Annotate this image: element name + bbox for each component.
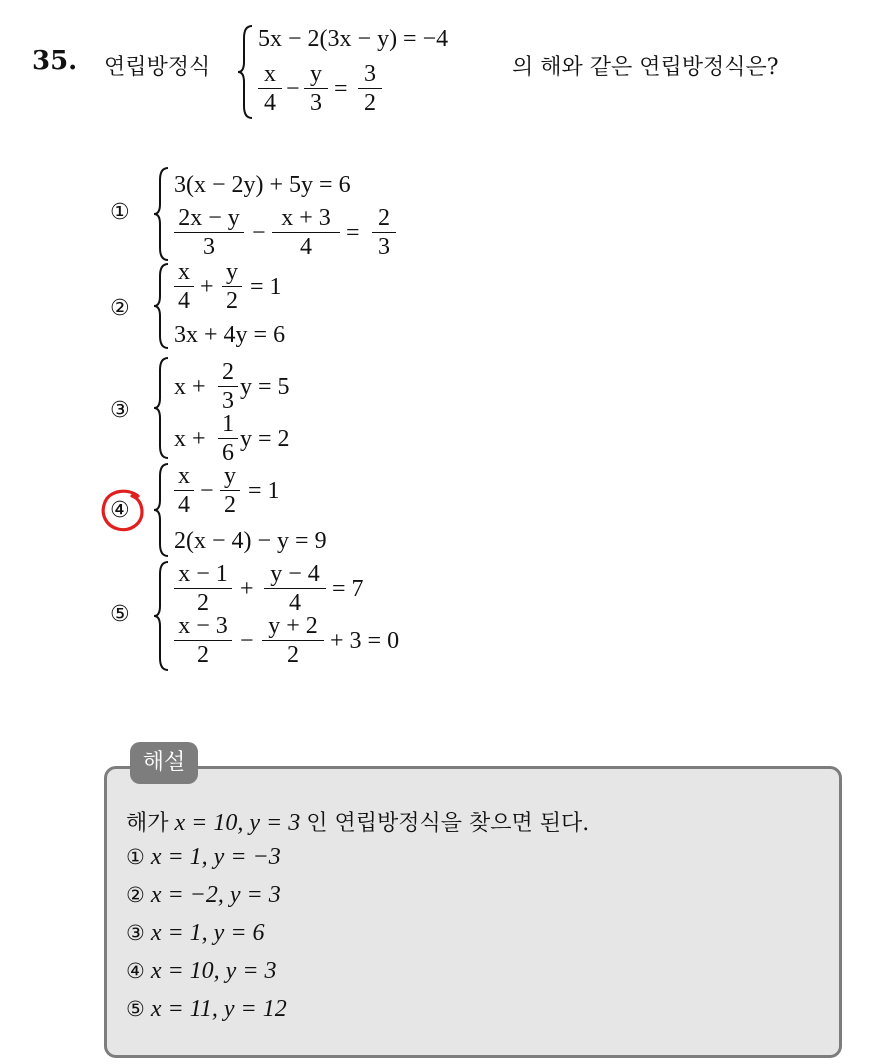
choice-1-brace (152, 166, 172, 262)
choice-2-op: + (200, 274, 214, 300)
choice-3-line-2-rest: y = 2 (240, 426, 290, 452)
solution-line-3-text: x = 1, y = 6 (150, 920, 265, 946)
choice-3-fraction-2: 1 6 (218, 412, 238, 465)
question-eq2-fraction-1: x 4 (258, 62, 282, 115)
solution-line-2-text: x = −2, y = 3 (150, 882, 281, 908)
solution-tag: 해설 (130, 742, 198, 784)
choice-1-fraction-3: 2 3 (372, 206, 396, 259)
choice-5-rest-2: + 3 = 0 (330, 628, 400, 654)
choice-2-line-2: 3x + 4y = 6 (174, 322, 286, 348)
choice-2-rest: = 1 (250, 274, 282, 300)
question-equation-1: 5x − 2(3x − y) = −4 (258, 26, 449, 52)
solution-intro (126, 806, 589, 837)
choice-3-line-1-rest: y = 5 (240, 374, 290, 400)
choice-1-line-1: 3(x − 2y) + 5y = 6 (174, 172, 351, 198)
choice-1-fraction-2: x + 3 4 (272, 206, 340, 259)
question-prefix: 연립방정식 (104, 55, 211, 80)
solution-intro-b: 인 연립방정식을 찾으면 된다. (306, 811, 590, 836)
choice-2-label[interactable]: ② (110, 296, 130, 321)
solution-intro-math: x = 10, y = 3 (174, 810, 301, 836)
system-brace (236, 24, 256, 120)
choice-5-fraction-1: x − 1 2 (174, 562, 232, 615)
choice-4-line-2: 2(x − 4) − y = 9 (174, 528, 327, 554)
solution-line-4-text: x = 10, y = 3 (150, 958, 277, 984)
question-eq2-fraction-3: 3 2 (358, 62, 382, 115)
choice-1-op: − (252, 220, 266, 246)
choice-5-op-1: + (240, 576, 254, 602)
question-eq2-op-1: − (286, 76, 300, 102)
answer-mark-circle (98, 486, 150, 534)
choice-4-rest: = 1 (248, 478, 280, 504)
solution-line-4 (126, 958, 277, 985)
choice-4-op: − (200, 478, 214, 504)
question-eq2-fraction-2: y 3 (304, 62, 328, 115)
choice-3-brace (152, 356, 172, 460)
solution-line-1 (126, 844, 281, 871)
choice-5-fraction-3: x − 3 2 (174, 614, 232, 667)
solution-intro-a: 해가 (126, 811, 169, 836)
solution-line-1-label: ① (126, 845, 145, 869)
choice-1-label[interactable]: ① (110, 200, 130, 225)
choice-3-line-1-pre: x + (174, 374, 206, 400)
choice-4-brace (152, 462, 172, 558)
choice-5-label[interactable]: ⑤ (110, 602, 130, 627)
solution-line-2 (126, 882, 281, 909)
choice-4-label[interactable]: ④ (110, 498, 130, 523)
choice-5-fraction-4: y + 2 2 (262, 614, 324, 667)
solution-line-5-label: ⑤ (126, 997, 145, 1021)
choice-5-rest-1: = 7 (332, 576, 364, 602)
choice-4-fraction-2: y 2 (220, 464, 240, 517)
choice-5-fraction-2: y − 4 4 (264, 562, 326, 615)
choice-1-equals: = (346, 220, 360, 246)
solution-line-3-label: ③ (126, 921, 145, 945)
solution-line-2-label: ② (126, 883, 145, 907)
solution-line-5 (126, 996, 287, 1023)
choice-5-brace (152, 560, 172, 672)
question-number: 35. (32, 46, 78, 76)
choice-4-fraction-1: x 4 (174, 464, 194, 517)
choice-2-fraction-1: x 4 (174, 260, 194, 313)
choice-2-fraction-2: y 2 (222, 260, 242, 313)
question-eq2-op-2: = (334, 76, 348, 102)
choice-3-line-2-pre: x + (174, 426, 206, 452)
choice-3-fraction-1: 2 3 (218, 360, 238, 413)
question-suffix: 의 해와 같은 연립방정식은? (512, 55, 779, 80)
choice-5-op-2: − (240, 628, 254, 654)
solution-line-3 (126, 920, 265, 947)
choice-3-label[interactable]: ③ (110, 398, 130, 423)
solution-line-4-label: ④ (126, 959, 145, 983)
solution-line-5-text: x = 11, y = 12 (150, 996, 287, 1022)
choice-2-brace (152, 262, 172, 350)
solution-line-1-text: x = 1, y = −3 (150, 844, 281, 870)
choice-1-fraction-1: 2x − y 3 (174, 206, 244, 259)
